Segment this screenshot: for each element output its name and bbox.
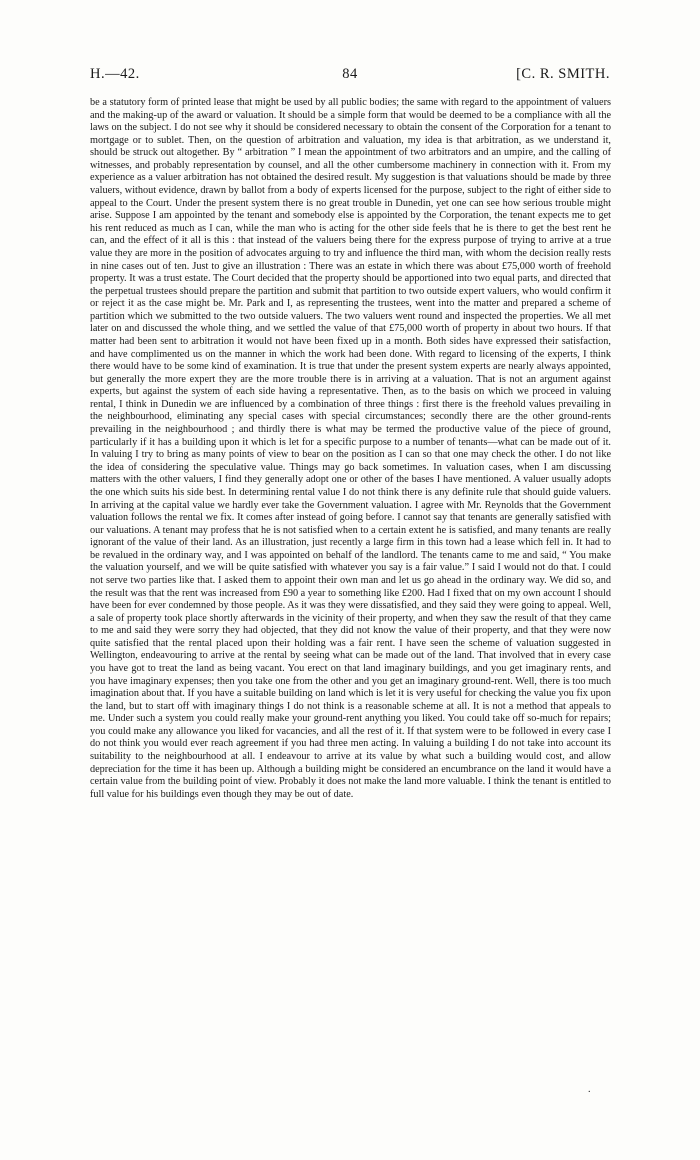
end-mark: . xyxy=(588,1084,591,1095)
witness-name: [C. R. SMITH. xyxy=(516,66,610,82)
body-text xyxy=(90,97,611,801)
page-number: 84 xyxy=(342,66,358,82)
page-header xyxy=(90,66,610,86)
paragraph: be a statutory form of printed lease that might be used by all public bodies; the same with regard to the appointment of valuers and the making-up of the award or valuation. It should be a simple form that would be deemed to be a compliance with all the laws on the subject. I do not see why it should be considered necessary to obtain the consent of the Corporation for a tenant to mortgage or to sublet. Then, on the question of arbitration and valuation, my idea is that arbitration, as we understand it, should be struck out altogether. By “ arbitration ” I mean the appointment of two arbitrators and an umpire, and the calling of witnesses, and probably representation by counsel, and all the other cumbersome machinery in connection with it. From my experience as a valuer arbitration has not obtained the desired result. My suggestion is that valuations should be made by three valuers, without evidence, drawn by ballot from a body of experts licensed for the purpose, subject to the right of either side to appeal to the Court. Under the present system there is no great trouble in Dunedin, yet one can see how serious trouble might arise. Suppose I am appointed by the tenant and somebody else is appointed by the Corporation, the tenant expects me to get his rent reduced as much as I can, while the man who is acting for the other side feels that he is there to get the best rent he can, and the effect of it all is this : that instead of the valuers being there for the express purpose of trying to arrive at a true value they are more in the position of advocates arguing to try and influence the third man, with whom the decision really rests in nine cases out of ten. Just to give an illustration : There was an estate in which there was about £75,000 worth of freehold property. It was a trust estate. The Court decided that the property should be apportioned into two equal parts, and directed that the perpetual trustees should prepare the partition and submit that partition to two outside expert valuers, who would confirm it or reject it as the case might be. Mr. Park and I, as representing the trustees, went into the matter and prepared a scheme of partition which we submitted to the two outside valuers. The two valuers went round and inspected the properties. We all met later on and discussed the whole thing, and we settled the value of that £75,000 worth of property in about two hours. If that matter had been sent to arbitration it would not have been fixed up in a month. Both sides have expressed their satisfaction, and have complimented us on the manner in which the work had been done. With regard to licensing of the experts, I think there would have to be some kind of examination. It is true that under the present system experts are nearly always appointed, but generally the more expert they are the more trouble there is in arriving at a valuation. That is not an argument against experts, but against the system of each side having a representative. Then, as to the basis on which we proceed in valuing rental, I think in Dunedin we are influenced by a combination of three things : first there is the freehold values prevailing in the neighbourhood, eliminating any special cases with special circumstances; secondly there are the other ground-rents prevailing in the neighbourhood ; and thirdly there is what may be termed the productive value of the piece of ground, particularly if it has a building upon it which is let for a specific purpose to a number of tenants—what can be made out of it. In valuing I try to bring as many points of view to bear on the position as I can so that one may check the other. I do not like the idea of considering the speculative value. Things may go back sometimes. In valuation cases, when I am discussing matters with the other valuers, I find they generally adopt one or other of the bases I have mentioned. A valuer usually adopts the one which suits his side best. In determining rental value I do not think there is any definite rule that should guide valuers. In arriving at the capital value we hardly ever take the Government valuation. I agree with Mr. Reynolds that the Government valuation follows the rental we fix. It comes after instead of going before. I cannot say that tenants are generally satisfied with our valuations. A tenant may profess that he is not satisfied when to a certain extent he is satisfied, and many tenants are really ignorant of the value of their land. As an illustration, just recently a large firm in this town had a lease which fell in. It had to be revalued in the ordinary way, and I was appointed on behalf of the landlord. The tenants came to me and said, “ You make the valuation yourself, and we will be quite satisfied with whatever you say is a fair value.” I said I would not do that. I could not serve two parties like that. I asked them to appoint their own man and let us go ahead in the ordinary way. We did so, and the result was that the rent was increased from £90 a year to something like £200. Had I fixed that on my own account I should have been for ever condemned by those people. As it was they were dissatisfied, and they said they were going to appeal. Well, a sale of property took place shortly afterwards in the vicinity of their property, and when they saw the result of that they came to me and said they were sorry they had objected, that they did not know the value of their property, and that they were now quite satisfied that the rental placed upon their holding was a fair rent. I have seen the scheme of valuation suggested in Wellington, endeavouring to arrive at the rental by seeing what can be made out of the land. That involved that in every case you have got to treat the land as being vacant. You erect on that land imaginary buildings, and you get imaginary rents, and you have imaginary expenses; then you take one from the other and you get an imaginary ground-rent. Well, there is too much imagination about that. If you have a suitable building on land which is let it is very useful for checking the value you fix upon the land, but to start off with imaginary things I do not think is a reasonable scheme at all. It is not a method that appeals to me. Under such a system you could really make your ground-rent anything you liked. You could take off so-much for repairs; you could make any allowance you liked for vacancies, and all the rest of it. If that system were to be followed in every case I do not think you would ever reach agreement if you had three men acting. In valuing a building I do not take into account its suitability to the neighbourhood at all. I endeavour to arrive at its value by what such a building would cost, and allow depreciation for the time it has been up. Although a building might be considered an encumbrance on the land it would have a certain value from the building point of view. Probably it does not make the land more valuable. I think the tenant is entitled to full value for his buildings even though they may be out of date. xyxy=(90,97,612,800)
paper-reference: H.—42. xyxy=(90,66,140,82)
